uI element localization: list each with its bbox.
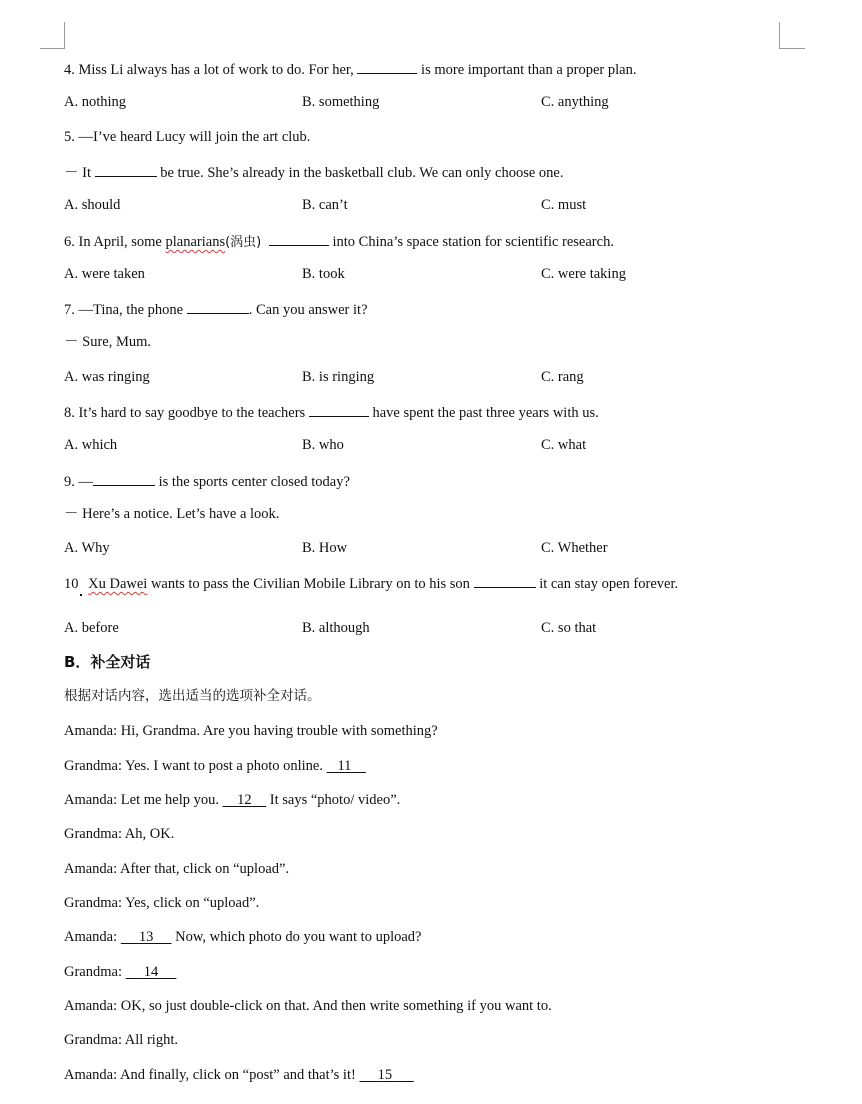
question-text: wants to pass the Civilian Mobile Library on to his son: [150, 576, 470, 592]
question-9-line-1: [64, 471, 350, 491]
option-b[interactable]: B. who: [302, 437, 344, 453]
option-c[interactable]: C. Whether: [541, 540, 608, 556]
question-10-stem: [64, 573, 678, 593]
option-a[interactable]: A. should: [64, 197, 121, 213]
question-5-line-2: [64, 162, 563, 182]
spellcheck-word: planarians: [165, 234, 226, 250]
option-c[interactable]: C. anything: [541, 94, 609, 110]
dialogue-text: Grandma: Yes. I want to post a photo online.: [64, 758, 323, 774]
crop-mark-top-right: [779, 48, 805, 49]
crop-mark-top-left: [64, 22, 65, 48]
dialogue-blank-11[interactable]: [327, 757, 366, 775]
question-text: 8. It’s hard to say goodbye to the teachers: [64, 405, 306, 421]
question-7-line-2: － Sure, Mum.: [64, 334, 151, 350]
question-text: － It: [64, 165, 91, 181]
dialogue-text: Now, which photo do you want to upload?: [175, 929, 422, 945]
dialogue-line: Amanda: After that, click on “upload”.: [64, 861, 290, 877]
dialogue-text: Amanda: Let me help you.: [64, 792, 220, 808]
question-5-options: [64, 196, 764, 214]
question-9-options: [64, 539, 764, 557]
dialogue-text: Amanda: And finally, click on “post” and that’s it!: [64, 1067, 356, 1083]
option-a[interactable]: A. which: [64, 437, 118, 453]
question-10-options: [64, 619, 764, 637]
dialogue-blank-12[interactable]: [223, 791, 267, 809]
blank-number: 12: [237, 792, 252, 808]
dialogue-line: Amanda: Hi, Grandma. Are you having trouble with something?: [64, 723, 438, 739]
blank-number: 15: [377, 1067, 393, 1083]
option-c[interactable]: C. so that: [541, 620, 597, 636]
blank-number: 13: [138, 929, 154, 945]
question-4-options: [64, 93, 764, 111]
question-number: 10: [64, 576, 79, 592]
question-text: 7. —Tina, the phone: [64, 302, 184, 318]
question-text: into China’s space station for scientific research.: [332, 234, 614, 250]
crop-mark-top-left: [40, 48, 65, 49]
dialogue-line: Grandma: Yes, click on “upload”.: [64, 895, 260, 911]
dialogue-line: [64, 1066, 414, 1084]
option-c[interactable]: C. were taking: [541, 266, 626, 282]
dialogue-line: Grandma: Ah, OK.: [64, 826, 175, 842]
answer-blank[interactable]: [474, 573, 536, 588]
option-c[interactable]: C. rang: [541, 369, 584, 385]
dialogue-text: Grandma:: [64, 964, 122, 980]
chinese-gloss: (涡虫): [225, 235, 262, 250]
question-5-line-1: 5. —I’ve heard Lucy will join the art club.: [64, 129, 311, 145]
question-6-stem: [64, 231, 614, 252]
answer-blank[interactable]: [357, 59, 417, 74]
question-text: . Can you answer it?: [248, 302, 368, 318]
option-b[interactable]: B. How: [302, 540, 348, 556]
answer-blank[interactable]: [309, 402, 369, 417]
question-8-options: [64, 436, 764, 454]
option-a[interactable]: A. nothing: [64, 94, 127, 110]
section-instruction: 根据对话内容，选出适当的选项补全对话。: [64, 688, 321, 704]
blank-number: 14: [143, 964, 159, 980]
option-c[interactable]: C. must: [541, 197, 587, 213]
question-text: be true. She’s already in the basketball club. We can only choose one.: [160, 165, 564, 181]
question-7-line-1: [64, 299, 368, 319]
dialogue-text: It says “photo/ video”.: [269, 792, 401, 808]
option-b[interactable]: B. although: [302, 620, 370, 636]
option-a[interactable]: A. before: [64, 620, 119, 636]
question-text: is the sports center closed today?: [158, 474, 350, 490]
option-b[interactable]: B. something: [302, 94, 380, 110]
question-4-stem: [64, 59, 636, 79]
dialogue-line: [64, 963, 176, 981]
spellcheck-word: Xu Dawei: [88, 576, 148, 592]
dialogue-blank-13[interactable]: [121, 928, 172, 946]
dialogue-blank-14[interactable]: [126, 963, 177, 981]
question-6-options: [64, 265, 764, 283]
question-8-stem: [64, 402, 599, 422]
question-7-options: [64, 368, 764, 386]
answer-blank[interactable]: [269, 231, 329, 246]
crop-mark-top-right: [779, 22, 780, 48]
question-9-line-2: － Here’s a notice. Let’s have a look.: [64, 506, 280, 522]
dialogue-line: [64, 757, 366, 775]
stray-dot-mark: [80, 594, 82, 596]
dialogue-line: Grandma: All right.: [64, 1032, 178, 1048]
option-a[interactable]: A. were taken: [64, 266, 145, 282]
option-a[interactable]: A. was ringing: [64, 369, 150, 385]
question-text: 9. —: [64, 474, 93, 490]
question-text: is more important than a proper plan.: [421, 62, 637, 78]
answer-blank[interactable]: [187, 299, 249, 314]
section-heading: B．补全对话: [64, 653, 151, 671]
question-text: have spent the past three years with us.: [372, 405, 599, 421]
dialogue-text: Amanda:: [64, 929, 118, 945]
option-b[interactable]: B. can’t: [302, 197, 348, 213]
dialogue-blank-15[interactable]: [359, 1066, 413, 1084]
option-b[interactable]: B. took: [302, 266, 345, 282]
option-c[interactable]: C. what: [541, 437, 587, 453]
dialogue-line: Amanda: OK, so just double-click on that. And then write something if you want to.: [64, 998, 552, 1014]
question-text: 4. Miss Li always has a lot of work to do. For her,: [64, 62, 354, 78]
blank-number: 11: [337, 758, 352, 774]
question-text: it can stay open forever.: [539, 576, 679, 592]
dialogue-line: [64, 791, 400, 809]
answer-blank[interactable]: [93, 471, 155, 486]
option-b[interactable]: B. is ringing: [302, 369, 375, 385]
dialogue-line: [64, 928, 422, 946]
answer-blank[interactable]: [95, 162, 157, 177]
option-a[interactable]: A. Why: [64, 540, 110, 556]
question-text: 6. In April, some: [64, 234, 162, 250]
